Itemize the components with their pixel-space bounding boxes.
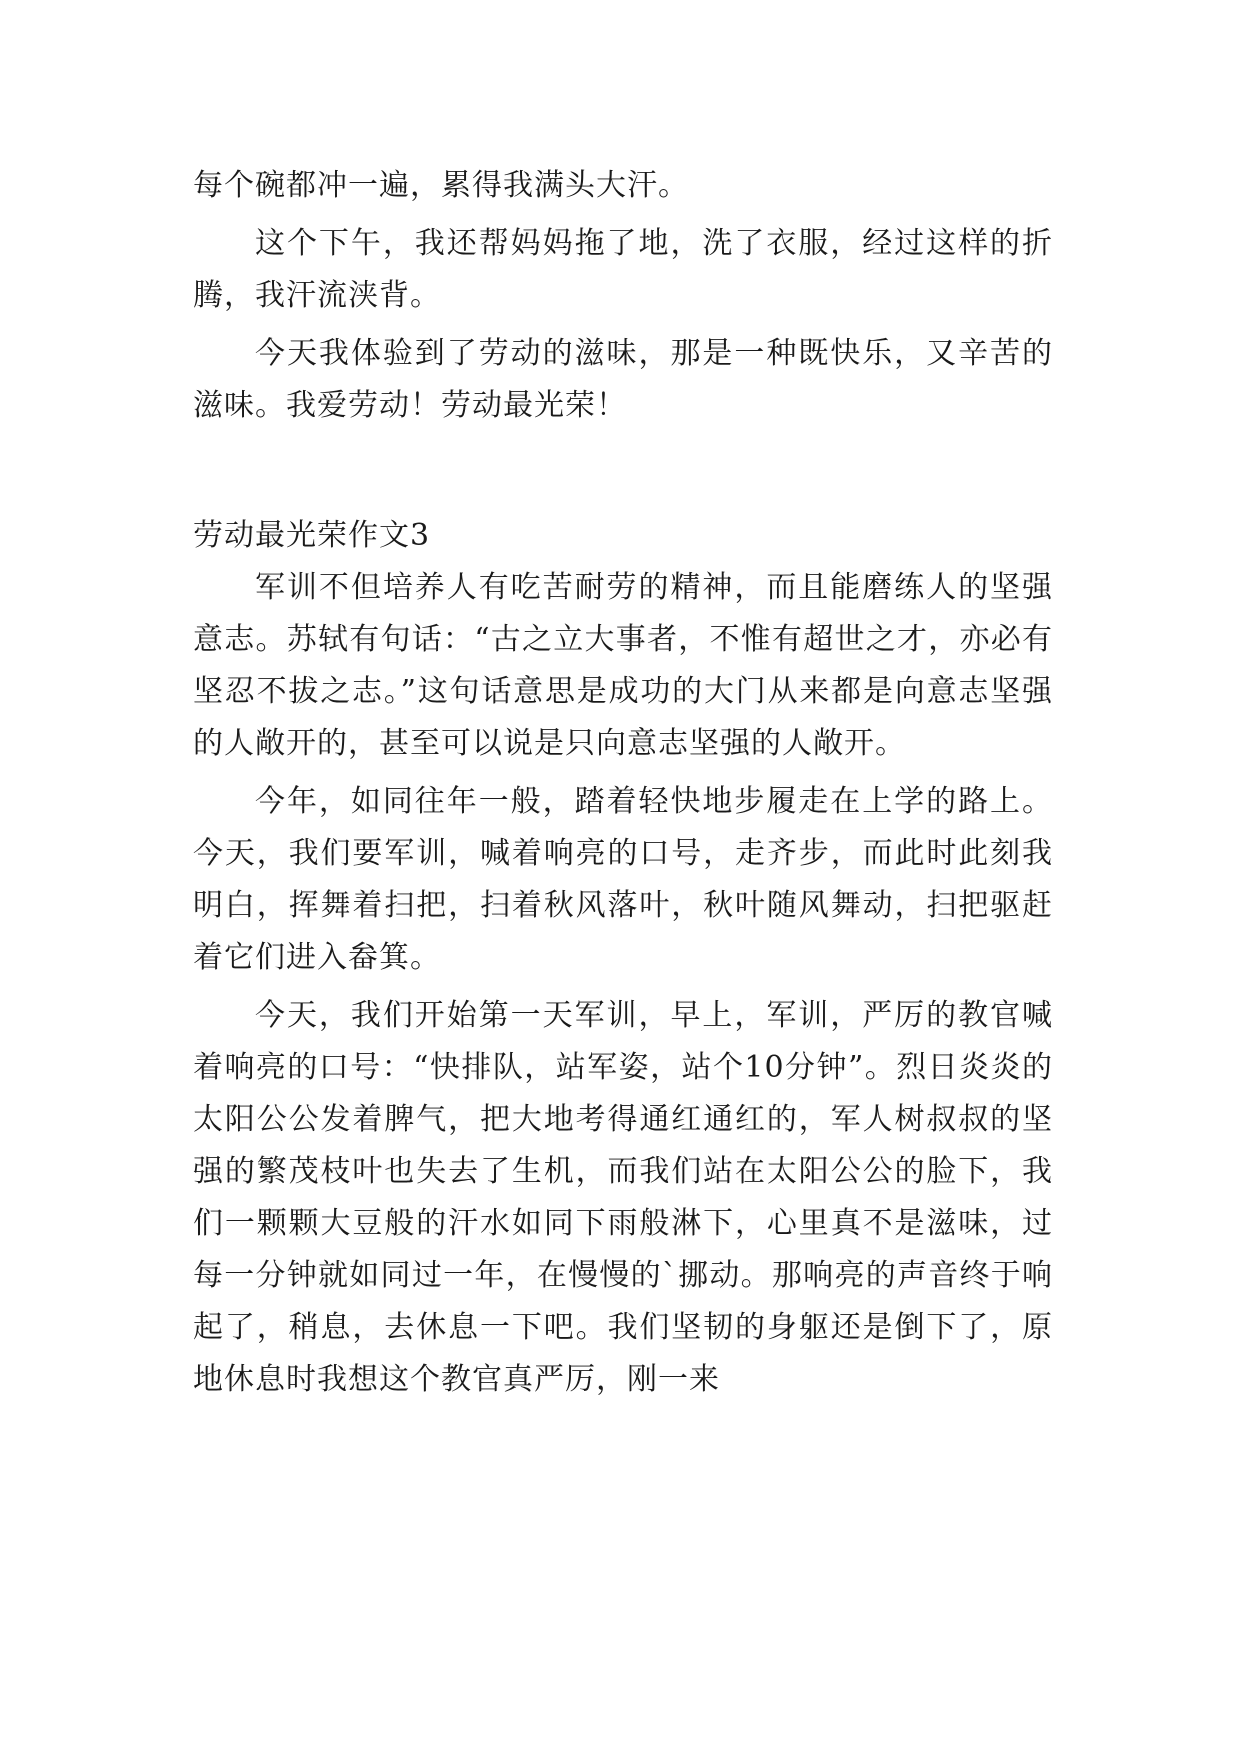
document-page (193, 160, 1053, 1406)
paragraph-way-to-school: 今年，如同往年一般，踏着轻快地步履走在上学的路上。今天，我们要军训，喊着响亮的口号，走齐步，而此时此刻我明白，挥舞着扫把，扫着秋风落叶，秋叶随风舞动，扫把驱赶着它们进入畚箕。 (193, 784, 1053, 975)
paragraph-continuation: 每个碗都冲一遍，累得我满头大汗。 (193, 168, 689, 203)
section-title: 劳动最光荣作文3 (193, 518, 431, 553)
paragraph-first-day-training: 今天，我们开始第一天军训，早上，军训，严厉的教官喊着响亮的口号：“快排队，站军姿，站个10分钟”。烈日炎炎的太阳公公发着脾气，把大地考得通红通红的，军人树叔叔的坚强的繁茂枝叶也失去了生机，而我们站在太阳公公的脸下，我们一颗颗大豆般的汗水如同下雨般淋下，心里真不是滋味，过每一分钟就如同过一年，在慢慢的`挪动。那响亮的声音终于响起了，稍息，去休息一下吧。我们坚韧的身躯还是倒下了，原地休息时我想这个教官真严厉，刚一来 (193, 998, 1053, 1397)
paragraph-labor-taste: 今天我体验到了劳动的滋味，那是一种既快乐，又辛苦的滋味。我爱劳动！劳动最光荣！ (193, 336, 1053, 423)
paragraph-afternoon-chores: 这个下午，我还帮妈妈拖了地，洗了衣服，经过这样的折腾，我汗流浃背。 (193, 226, 1053, 313)
paragraph-military-training-intro: 军训不但培养人有吃苦耐劳的精神，而且能磨练人的坚强意志。苏轼有句话：“古之立大事者，不惟有超世之才，亦必有坚忍不拔之志。”这句话意思是成功的大门从来都是向意志坚强的人敞开的，甚至可以说是只向意志坚强的人敞开。 (193, 570, 1053, 761)
